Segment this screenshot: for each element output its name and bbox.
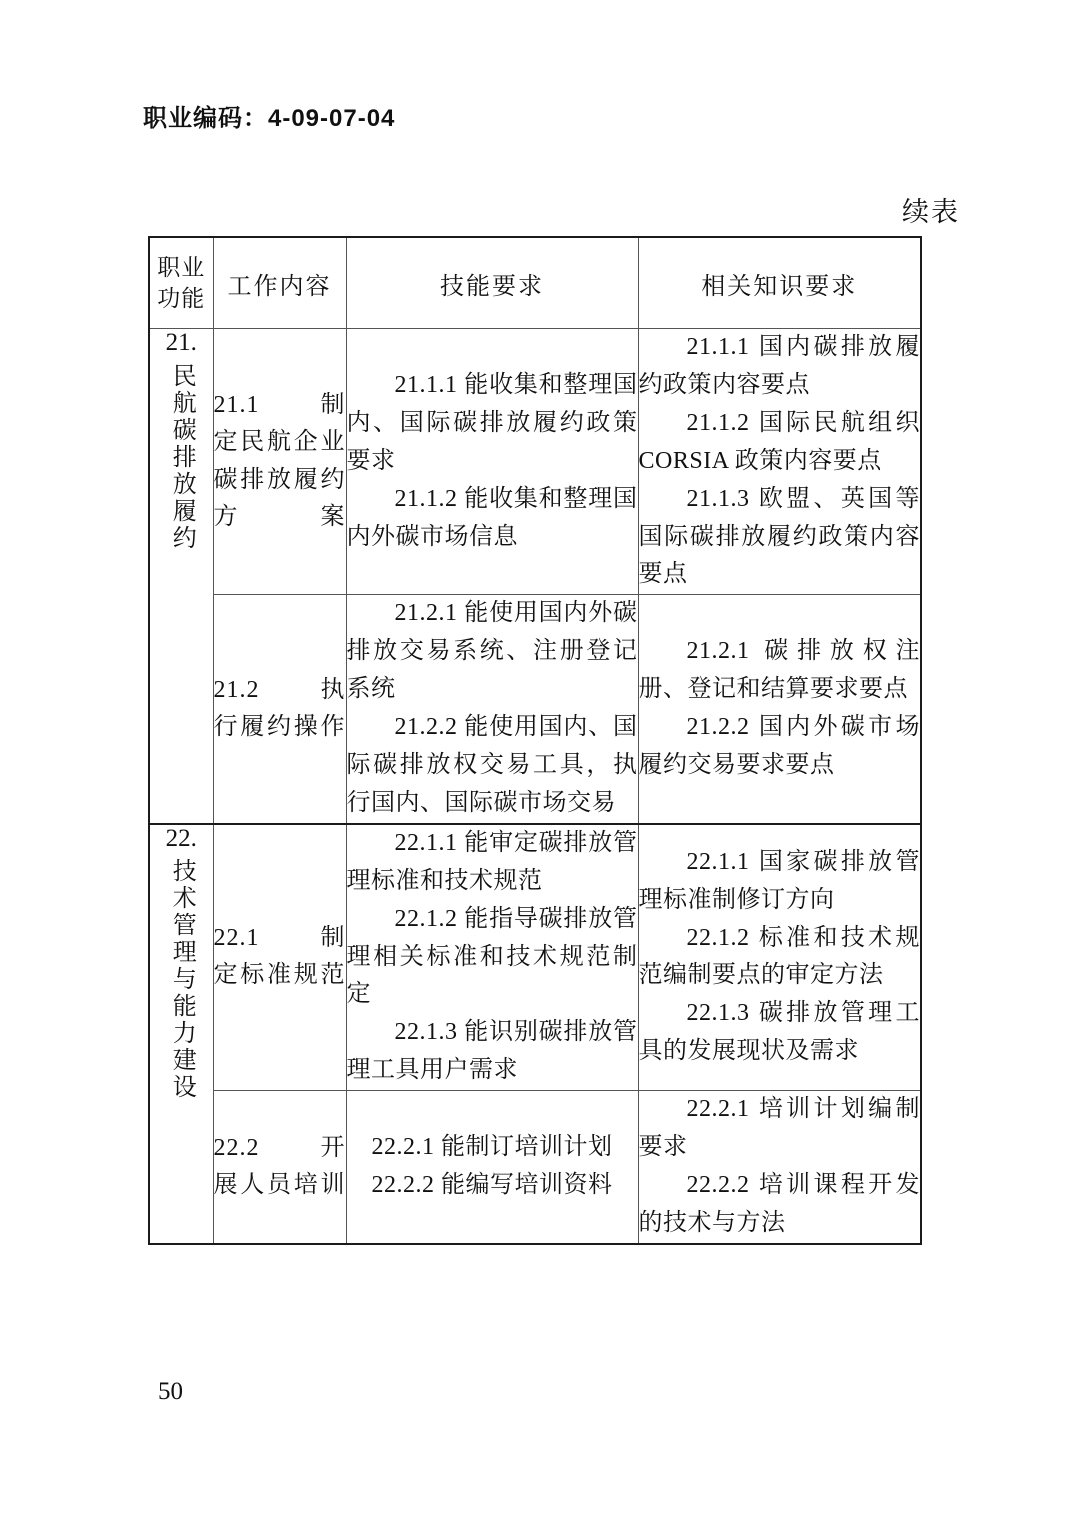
skill-item: 22.1.3 能识别碳排放管理工具用户需求 <box>346 1019 638 1084</box>
work-content-21-1-first-char: 制 <box>320 392 346 419</box>
knowledge-item: 22.2.1 培训计划编制要求 <box>638 1096 920 1161</box>
skill-item: 21.2.1 能使用国内外碳排放交易系统、注册登记系统 <box>346 600 638 703</box>
work-content-22-2-head <box>214 1130 346 1167</box>
work-content-22-1 <box>213 824 346 1091</box>
work-content-21-1-rest: 定民航企业碳排放履约方案 <box>213 429 346 530</box>
skill-requirements-22-1 <box>346 824 638 1091</box>
function-name-21: 民航碳排放履约 <box>168 362 195 552</box>
column-header-knowledge-requirements: 相关知识要求 <box>638 237 921 329</box>
work-content-22-2-first-char: 开 <box>320 1134 346 1161</box>
skill-item: 22.2.1 能制订培训计划 <box>371 1134 613 1161</box>
skill-requirements-22-2 <box>346 1091 638 1244</box>
skill-item: 21.1.2 能收集和整理国内外碳市场信息 <box>346 485 638 550</box>
work-content-21-2 <box>213 595 346 824</box>
function-cell-22-inner <box>150 825 213 1243</box>
table-row <box>149 329 921 595</box>
work-content-21-2-head <box>214 672 346 709</box>
column-header-skill-requirements: 技能要求 <box>346 237 638 329</box>
skill-standard-table-wrapper <box>148 236 920 1245</box>
knowledge-item: 21.1.3 欧盟、英国等国际碳排放履约政策内容要点 <box>638 485 920 588</box>
work-content-22-2-number: 22.2 <box>213 1134 260 1161</box>
function-number-22: 22. <box>165 824 197 852</box>
work-content-21-1 <box>213 329 346 595</box>
knowledge-item: 21.1.2 国际民航组织 CORSIA 政策内容要点 <box>638 409 920 474</box>
knowledge-item: 22.2.2 培训课程开发的技术与方法 <box>638 1171 920 1236</box>
knowledge-item: 21.2.2 国内外碳市场履约交易要求要点 <box>638 714 920 778</box>
function-cell-21-inner <box>150 329 213 823</box>
skill-item: 21.1.1 能收集和整理国内、国际碳排放履约政策要求 <box>346 371 638 474</box>
function-cell-22 <box>149 824 213 1244</box>
work-content-21-2-number: 21.2 <box>213 676 260 703</box>
skill-item: 22.1.1 能审定碳排放管理标准和技术规范 <box>346 829 638 894</box>
skill-standard-table <box>148 236 922 1245</box>
table-row <box>149 824 921 1091</box>
column-header-function <box>149 237 213 329</box>
column-header-function-line2: 功能 <box>157 286 206 311</box>
work-content-21-2-rest: 行履约操作 <box>213 714 346 741</box>
work-content-22-1-head <box>214 920 346 957</box>
function-number-21: 21. <box>165 329 197 356</box>
knowledge-requirements-22-1 <box>638 824 921 1091</box>
column-header-work-content: 工作内容 <box>213 237 346 329</box>
work-content-21-1-number: 21.1 <box>213 392 260 419</box>
table-row <box>149 1091 921 1244</box>
skill-requirements-21-1 <box>346 329 638 595</box>
knowledge-requirements-21-1 <box>638 329 921 595</box>
skill-item: 22.1.2 能指导碳排放管理相关标准和技术规范制定 <box>346 905 638 1008</box>
knowledge-item: 21.2.1 碳排放权注册、登记和结算要求要点 <box>638 638 920 703</box>
work-content-21-2-first-char: 执 <box>320 676 346 703</box>
knowledge-item: 21.1.1 国内碳排放履约政策内容要点 <box>638 334 920 398</box>
function-name-22: 技术管理与能力建设 <box>168 858 195 1102</box>
skill-item: 22.2.2 能编写培训资料 <box>371 1171 613 1198</box>
work-content-22-2-rest: 展人员培训 <box>213 1171 346 1198</box>
work-content-21-1-head <box>214 387 346 424</box>
page-number: 50 <box>158 1378 183 1405</box>
column-header-function-line1: 职业 <box>157 254 206 280</box>
knowledge-item: 22.1.1 国家碳排放管理标准制修订方向 <box>638 848 920 913</box>
table-header <box>149 237 921 329</box>
running-head-occupation-code: 职业编码：4-09-07-04 <box>143 105 396 132</box>
table-row <box>149 595 921 824</box>
continued-table-label: 续表 <box>902 197 960 227</box>
knowledge-item: 22.1.2 标准和技术规范编制要点的审定方法 <box>638 924 920 989</box>
work-content-22-2 <box>213 1091 346 1244</box>
knowledge-requirements-21-2 <box>638 595 921 824</box>
function-cell-21 <box>149 329 213 824</box>
table-body <box>149 329 921 1244</box>
work-content-22-1-first-char: 制 <box>320 925 346 952</box>
skill-item: 21.2.2 能使用国内、国际碳排放权交易工具，执行国内、国际碳市场交易 <box>346 714 638 816</box>
skill-requirements-21-2 <box>346 595 638 824</box>
work-content-22-1-number: 22.1 <box>213 925 260 952</box>
knowledge-requirements-22-2 <box>638 1091 921 1244</box>
table-header-row <box>149 237 921 329</box>
knowledge-item: 22.1.3 碳排放管理工具的发展现状及需求 <box>638 1000 920 1065</box>
work-content-22-1-rest: 定标准规范 <box>213 962 346 989</box>
